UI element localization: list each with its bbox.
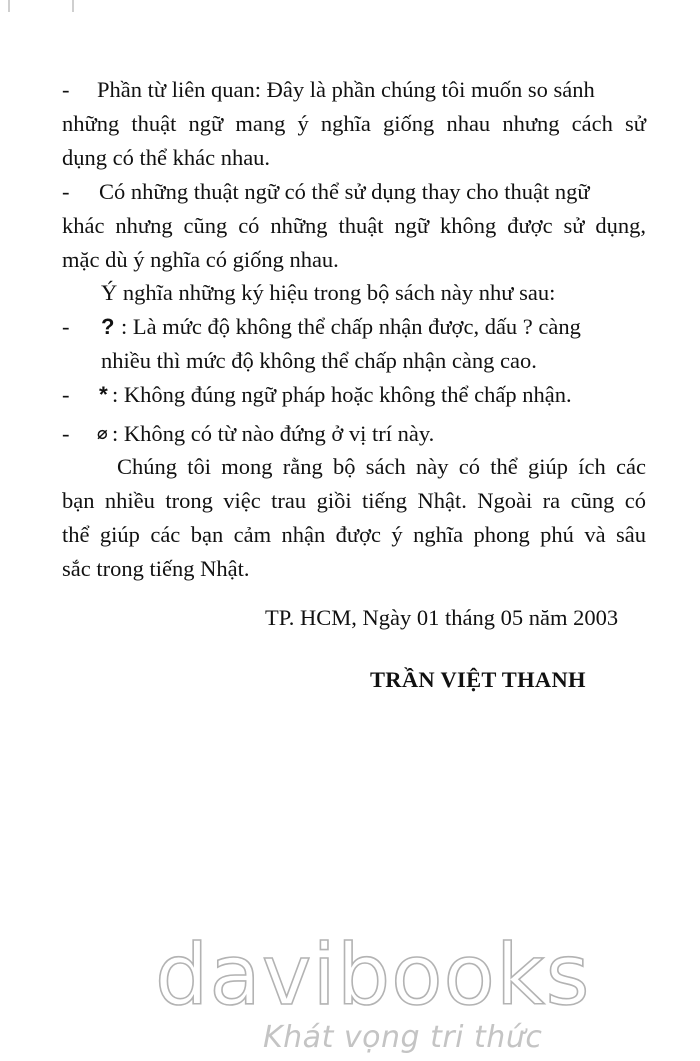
list-dash: -: [62, 382, 70, 407]
symbols-intro: Ý nghĩa những ký hiệu trong bộ sách này như sau:: [101, 280, 556, 305]
paragraph-line: Có những thuật ngữ có thể sử dụng thay cho thuật ngữ: [99, 179, 590, 204]
watermark: [155, 925, 591, 1055]
paragraph-line: sắc trong tiếng Nhật.: [62, 556, 250, 581]
list-dash: -: [62, 421, 70, 446]
paragraph-line: Chúng tôi mong rằng bộ sách này có thể giúp ích các: [117, 454, 646, 479]
question-mark-symbol: ?: [101, 314, 115, 339]
watermark-slogan: Khát vọng tri thức: [263, 1020, 543, 1055]
paragraph-line: khác nhưng cũng có những thuật ngữ không được sử dụng,: [62, 213, 646, 238]
paragraph-line: bạn nhiều trong việc trau giồi tiếng Nhật. Ngoài ra cũng có: [62, 488, 646, 513]
paragraph-line: thể giúp các bạn cảm nhận được ý nghĩa phong phú và sâu: [62, 522, 646, 547]
symbol-definition: : Là mức độ không thể chấp nhận được, dấu ? càng: [121, 314, 581, 339]
list-dash: -: [62, 77, 70, 102]
symbol-definition: nhiều thì mức độ không thể chấp nhận càng cao.: [101, 348, 537, 373]
asterisk-symbol: *: [99, 382, 108, 407]
author-signature: TRẦN VIỆT THANH: [370, 667, 586, 692]
date-line: TP. HCM, Ngày 01 tháng 05 năm 2003: [265, 605, 619, 630]
paragraph-line: Phần từ liên quan: Đây là phần chúng tôi muốn so sánh: [97, 77, 595, 102]
empty-symbol: ⌀: [97, 423, 108, 444]
paragraph-line: dụng có thể khác nhau.: [62, 145, 271, 170]
watermark-brand: davibooks: [155, 926, 591, 1024]
list-dash: -: [62, 314, 70, 339]
paragraph-line: mặc dù ý nghĩa có giống nhau.: [62, 247, 339, 272]
symbol-definition: : Không đúng ngữ pháp hoặc không thể chấp nhận.: [112, 382, 572, 407]
scan-edge-mark: [72, 0, 74, 12]
paragraph-line: những thuật ngữ mang ý nghĩa giống nhau nhưng cách sử: [62, 111, 646, 136]
symbol-definition: : Không có từ nào đứng ở vị trí này.: [112, 421, 435, 446]
scan-edge-mark: [8, 0, 10, 12]
list-dash: -: [62, 179, 70, 204]
